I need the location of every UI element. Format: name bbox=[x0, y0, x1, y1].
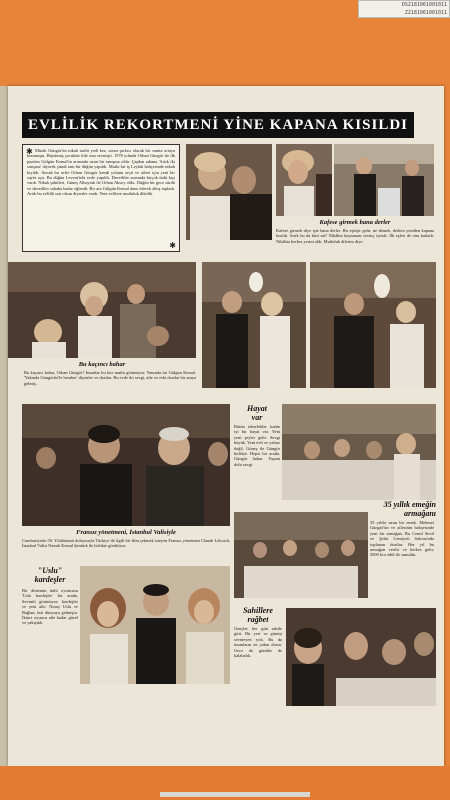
text-sahillere-ragbet: Gençler her gün sahile gitti. Bir yeri ve güneşi sevmeyen yok. Bu da insanların en yakın dostu. Gece de gündüz de kalabalık. bbox=[234, 626, 282, 659]
title-sahillere-ragbet bbox=[234, 606, 282, 624]
intro-text: Müzik Güngör'ün nikah tarihi yedi kez, sonra şarkıcı olarak bir camia ortaya konmuştu. Büyümüş çocuklar bile onu sevmişti. 1970 yılında Orhan Güngör ile ilk pazılan Gülgün Kemal'in arasında uzun bir tanışma oldu. Çapkın adama 'Artık iki sarışına' diyerek şimdi tam bir düğün yapıldı. Mutlu bir iş Leylak bahçesinde nikah kıyıldı. Ancak bu sefer Orhan Güngör kendi yolunu seçti ve ailesi için yeni bir sayfa açtı. Bu düğün Levent'teki evde yapıldı. Davetliler arasında birçok ünlü kişi vardı. Nikah şahitleri, Güneş Albayrak ile Orhan Aksoy oldu. Düğün bir gece sürdü ve davetliler sabaha kadar eğlendi. Bir ara Gülgün Kemal dans ederek alkış topladı. Artık bu evlilik son olsun diyenler vardı. Yeni evlilere mutluluk diledik. bbox=[27, 148, 175, 197]
photo-bride-groom-table bbox=[8, 262, 196, 358]
caption-text-kafese: Kafese girmek diye işte bana derler. Bir eşleşir gelir, ne demek, derken yeniden kapana kısıldı. Artık bu da bitti mi? Nikâhta kaynanası sevinç içinde. İlk eşleri de onu kutladı. Nikâhta herkes yerini aldı. Mutluluk dilerim diye. bbox=[276, 228, 434, 244]
caption-text-fransiz: Cumhuriyetin 50. Yıldönümü dolayısıyla Türkiye ile ilgili bir film çekmek isteyen Fransız yönetmen Claude Lelouch, İstanbul Valisi Namık Kemal Şentürk ile birlikte görülüyor. bbox=[22, 538, 230, 549]
stamp-line-1: DS2181061001011 bbox=[401, 2, 447, 8]
barcode-stamp bbox=[358, 0, 450, 18]
caption-text-bahar: Bu kaçıncı bahar, Orhan Güngör? İnsanlar bu kez mutlu görünüyor. Yanında ise Gülgün Kemal. 'Yakında Güngörler'le beraber' diyenler ve dostlar. Bu evde iki sevgi, aile ve eski dostlar bir araya gelmiş. bbox=[24, 370, 196, 386]
title-hayat-var bbox=[234, 404, 280, 422]
star-icon: ✱ bbox=[169, 241, 176, 250]
photo-couple-kiss bbox=[186, 144, 272, 240]
title-emegin-line2: armağanı bbox=[403, 509, 436, 518]
title-uslu-line2: kardeşler bbox=[34, 575, 66, 584]
text-emegin-armagani: 35 yıldır uzun bir emek. Mehmet Güngör'ün ve ailesinin bahçesinde yeni bir armağan. Bu Cemil Sevil ve Şehir Cemiyeti Salonu'nda toplanan dostlar. Her yıl bu armağan verilir ve herkes gelir, 5000 lira ödül ile sunuldu. bbox=[370, 520, 434, 558]
title-sahillere-line2: rağbet bbox=[247, 615, 269, 624]
ruler-mark bbox=[160, 792, 310, 797]
intro-text-box bbox=[22, 144, 180, 252]
photo-ceremony-table bbox=[234, 512, 368, 598]
photo-nikah-table bbox=[334, 144, 434, 216]
text-hayat-var: Bütün tekerlekler kadar iyi bir hayat var. Yeni yeni şeyler gelir. Sevgi büyük. Yeni evli ve yalnız değil. Güneş ile Güngör birlikte. Hepsi bir arada. Güngör bahar. Yaşam dolu sevgi. bbox=[234, 424, 280, 467]
caption-title-fransiz: Fransız yönetmeni, İstanbul Valisiyle bbox=[76, 529, 176, 536]
caption-title-kafese: Kafese girmek bana derler bbox=[319, 219, 391, 226]
background-strip bbox=[0, 766, 450, 800]
star-icon: ✱ bbox=[26, 147, 33, 156]
caption-title-bahar: Bu kaçıncı bahar bbox=[78, 361, 126, 368]
text-uslu-kardesler: Bir dönemin ünlü oyuncusu 'Uslu kardeşler' bir arada. Sevimli görünüyor, kardeşler ve yeni aile. Nuray Uslu ve Bağlan, biri dünyaya gelmiştir. İkinci oyuncu aile kadar güzel ve yakışıklı. bbox=[22, 588, 78, 626]
title-hayat-var-line1: Hayat bbox=[247, 404, 267, 413]
title-uslu-kardesler bbox=[22, 566, 78, 584]
page-headline: EVLİLİK REKORTMENİ YİNE KAPANA KISILDI bbox=[22, 112, 414, 138]
photo-beach-group bbox=[286, 608, 436, 706]
photo-ribbon-cutting bbox=[202, 262, 306, 388]
title-emegin-armagani bbox=[356, 500, 436, 518]
photo-director-governor bbox=[22, 404, 230, 526]
title-hayat-var-line2: var bbox=[251, 413, 263, 422]
stamp-line-2: Z2181061001011 bbox=[404, 10, 447, 16]
title-uslu-line1: "Uslu" bbox=[37, 566, 63, 575]
photo-dining-hall bbox=[282, 404, 436, 500]
photo-bride-laughing bbox=[276, 144, 332, 216]
title-emegin-line1: 35 yıllık emeğin bbox=[383, 500, 436, 509]
photo-wedding-cake bbox=[310, 262, 436, 388]
photo-uslu-siblings bbox=[80, 566, 230, 684]
page-edge bbox=[0, 86, 8, 766]
title-sahillere-line1: Sahillere bbox=[243, 606, 273, 615]
